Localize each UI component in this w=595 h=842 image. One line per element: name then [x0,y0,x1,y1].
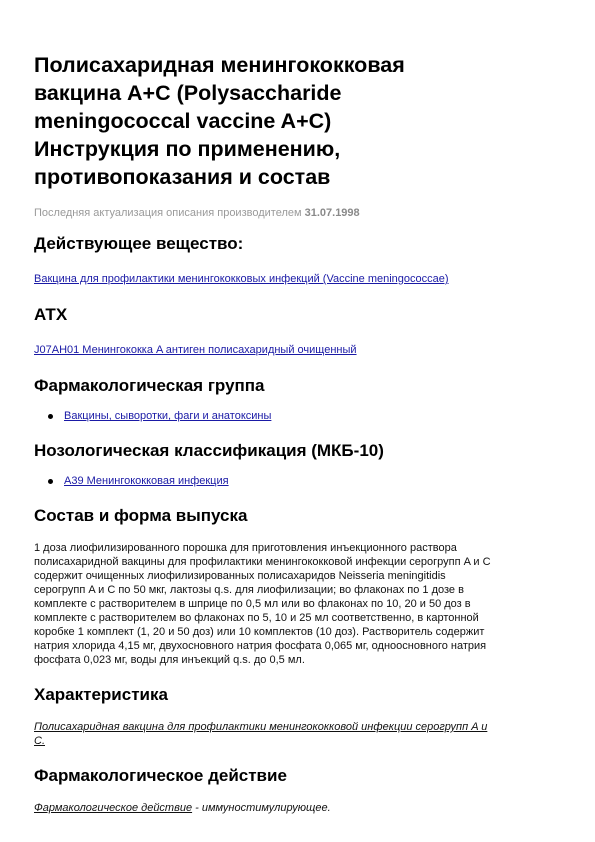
text-line: серогрупп A и C по 50 мкг, лактозы q.s. для лиофилизации; во флаконах по 1 дозе в [34,584,464,596]
list-item [64,474,562,488]
nosology-link[interactable]: A39 Менингококковая инфекция [64,475,229,487]
text-line: полисахаридной вакцины для профилактики менингококковой инфекции серогрупп A и C [34,556,491,568]
document-page [34,51,562,815]
pharm-action-value: - иммуностимулирующее. [192,802,331,814]
characteristic-link[interactable]: Полисахаридная вакцина для профилактики менингококковой инфекции серогрупп A и [34,721,488,733]
pharm-action-heading: Фармакологическое действие [34,766,287,785]
text-line: комплекте с растворителем в шприце по 0,5 мл или во флаконах по 10, 20 и 50 доз в [34,598,471,610]
pharm-group-heading: Фармакологическая группа [34,376,265,395]
last-updated-date: 31.07.1998 [304,207,360,219]
pharm-action-link[interactable]: Фармакологическое действие [34,802,193,814]
pharm-action-text [34,801,562,815]
atc-link[interactable]: J07AH01 Менингококка A антиген полисахаридный очищенный [34,344,357,356]
pharm-group-list [34,409,562,423]
characteristic-heading: Характеристика [34,685,168,704]
text-line: фосфата 0,023 мг, воды для инъекций q.s. до 0,5 мл. [34,654,305,666]
text-line: комплекте с растворителем во флаконах по 5, 10 и 25 мл соответственно, в картонной [34,612,479,624]
characteristic-text [34,720,562,748]
text-line: натрия хлорида 4,15 мг, двухосновного натрия фосфата 0,065 мг, одноосновного натрия [34,640,487,652]
active-substance-heading: Действующее вещество: [34,234,244,253]
title-line: противопоказания и состав [34,165,331,189]
pharm-group-link[interactable]: Вакцины, сыворотки, фаги и анатоксины [64,410,272,422]
composition-heading: Состав и форма выпуска [34,506,248,525]
title-line: Полисахаридная менингококковая [34,53,405,77]
text-line: 1 доза лиофилизированного порошка для приготовления инъекционного раствора [34,542,457,554]
title-line: Инструкция по применению, [34,137,341,161]
bullet-icon [48,414,53,419]
bullet-icon [48,479,53,484]
list-item [64,409,562,423]
page-title [34,51,562,191]
text-line: коробке 1 комплект (1, 20 и 50 доз) или 10 комплектов (10 доз). Растворитель содержит [34,626,485,638]
nosology-heading: Нозологическая классификация (МКБ-10) [34,441,384,460]
atc-heading: АТХ [34,305,68,324]
title-line: meningococcal vaccine A+C) [34,109,332,133]
last-updated-label: Последняя актуализация описания производителем [34,207,302,219]
nosology-list [34,474,562,488]
last-updated [34,206,562,220]
characteristic-link-cont[interactable]: C. [34,735,45,747]
title-line: вакцина A+C (Polysaccharide [34,81,342,105]
composition-text [34,541,562,667]
active-substance-link[interactable]: Вакцина для профилактики менингококковых инфекций (Vaccine meningococcae) [34,273,449,285]
text-line: содержит очищенных лиофилизированных полисахаридов Neisseria meningitidis [34,570,446,582]
